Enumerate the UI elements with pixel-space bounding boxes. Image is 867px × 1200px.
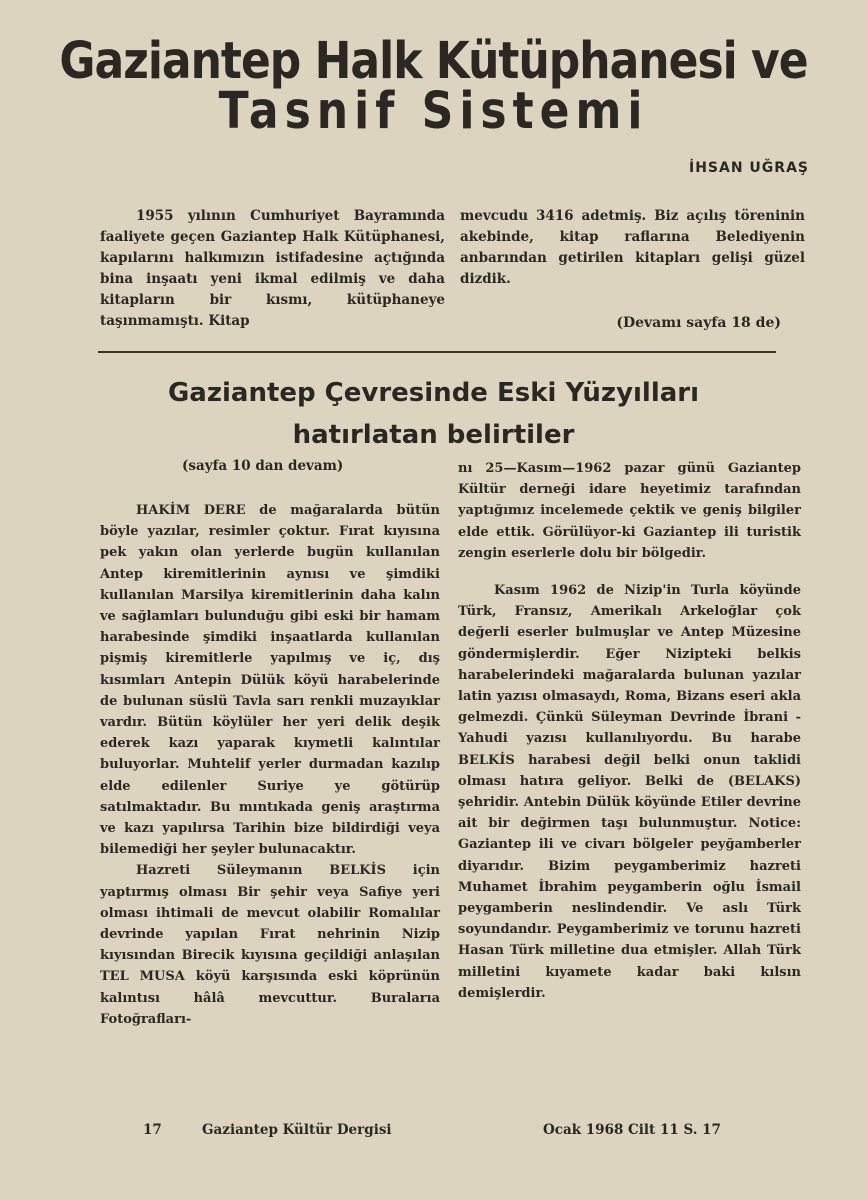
article2-title-line2: hatırlatan belirtiler bbox=[292, 420, 575, 450]
article1-column-left bbox=[100, 206, 445, 332]
article1-column-right bbox=[460, 206, 805, 290]
article1-paragraph: 1955 yılının Cumhuriyet Bayramında faaliyete geçen Gaziantep Halk Kütüphanesi, kapılarını halkımızın istifadesine açtığında bina inşaatı yeni ikmal edilmiş ve daha kitapların bir kısmı, kütüphaneye taşınmamıştı. Kitap bbox=[100, 208, 445, 329]
article2-paragraph: nı 25—Kasım—1962 pazar günü Gaziantep Kültür derneği idare heyetimiz tarafından yaptığımız incelemede çektik ve geniş bilgiler elde ettik. Görülüyor-ki Gaziantep ili turistik zengin eserlerle dolu bir bölgedir. bbox=[458, 461, 801, 561]
article1-paragraph: mevcudu 3416 adetmiş. Biz açılış töreninin akebinde, kitap raflarına Belediyenin anbarından getirilen kitapları gelişi güzel dizdik. bbox=[460, 208, 805, 287]
section-divider bbox=[98, 351, 776, 353]
magazine-name: Gaziantep Kültür Dergisi bbox=[202, 1122, 392, 1138]
author-name: İHSAN UĞRAŞ bbox=[689, 160, 809, 176]
article-title-line1: Gaziantep Halk Kütüphanesi ve bbox=[59, 32, 808, 91]
article2-paragraph: HAKİM DERE de mağaralarda bütün böyle yazılar, resimler çoktur. Fırat kıyısına pek yakın olan yerlerde bugün kullanılan Antep kiremitlerinin aynısı ve şimdiki kullanılan Marsilya kiremitlerinin daha kalın ve sağlamları bulunduğu gibi eski bir hamam harabesinde şimdiki inşaatlarda kullanılan pişmiş kiremitlerle yapılmış ve iç, dış kısımları Antepin Dülük köyü harabelerinde de bulunan süslü Tavla sarı renkli muzayıklar vardır. Bütün köylüler her yeri delik deşik ederek kazı yaparak kıymetli kalıntılar buluyorlar. Muhtelif yerler durmadan kazılıp elde edilenler Suriye ye götürüp satılmaktadır. Bu mıntıkada geniş araştırma ve kazı yapılırsa Tarihin bize bildirdiği veya bilemediği her şeyler bulunacaktır. bbox=[100, 503, 440, 858]
article2-paragraph: Hazreti Süleymanın BELKİS için yaptırmış olması Bir şehir veya Safiye yeri olması ihtimali de mevcut olabilir Romalılar devrinde yapılan Fırat nehrinin Nizip kıyısından Birecik kıyısına geçildiği anlaşılan TEL MUSA köyü karşısında eski köprünün kalıntısı hâlâ mevcuttur. Buralarıa Fotoğrafları- bbox=[100, 863, 440, 1027]
article-title-line2: Tasnif Sistemi bbox=[218, 82, 649, 141]
article2-column-left bbox=[100, 500, 440, 1030]
article2-title-line1: Gaziantep Çevresinde Eski Yüzyılları bbox=[167, 378, 700, 408]
article2-paragraph: Kasım 1962 de Nizip'in Turla köyünde Türk, Fransız, Amerikalı Arkeloğlar çok değerli eserler bulmuşlar ve Antep Müzesine göndermişlerdir. Eğer Nizipteki belkis harabelerindeki mağaralarda bulunan yazılar latin yazısı olmasaydı, Roma, Bizans eseri akla gelmezdi. Çünkü Süleyman Devrinde İbrani - Yahudi yazısı kullanılıyordu. Bu harabe BELKİS harabesi değil belki onun taklidi olması hatıra geliyor. Belki de (BELAKS) şehridir. Antebin Dülük köyünde Etiler devrine ait bir değirmen taşı bulunmuştur. Notice: Gaziantep ili ve civarı bölgeler peyğamberler diyarıdır. Bizim peygamberimiz hazreti Muhamet İbrahim peygamberin oğlu İsmail peygamberin neslindendir. Ve aslı Türk soyundandır. Peygamberimiz ve torunu hazreti Hasan Türk milletine dua etmişler. Allah Türk milletini kıyamete kadar baki kılsın demişlerdir. bbox=[458, 583, 801, 1001]
article2-column-right bbox=[458, 458, 801, 1004]
continued-from-note: (sayfa 10 dan devam) bbox=[182, 458, 344, 474]
continued-note: (Devamı sayfa 18 de) bbox=[616, 315, 781, 331]
issue-info: Ocak 1968 Cilt 11 S. 17 bbox=[543, 1122, 721, 1138]
page-number: 17 bbox=[143, 1122, 162, 1138]
